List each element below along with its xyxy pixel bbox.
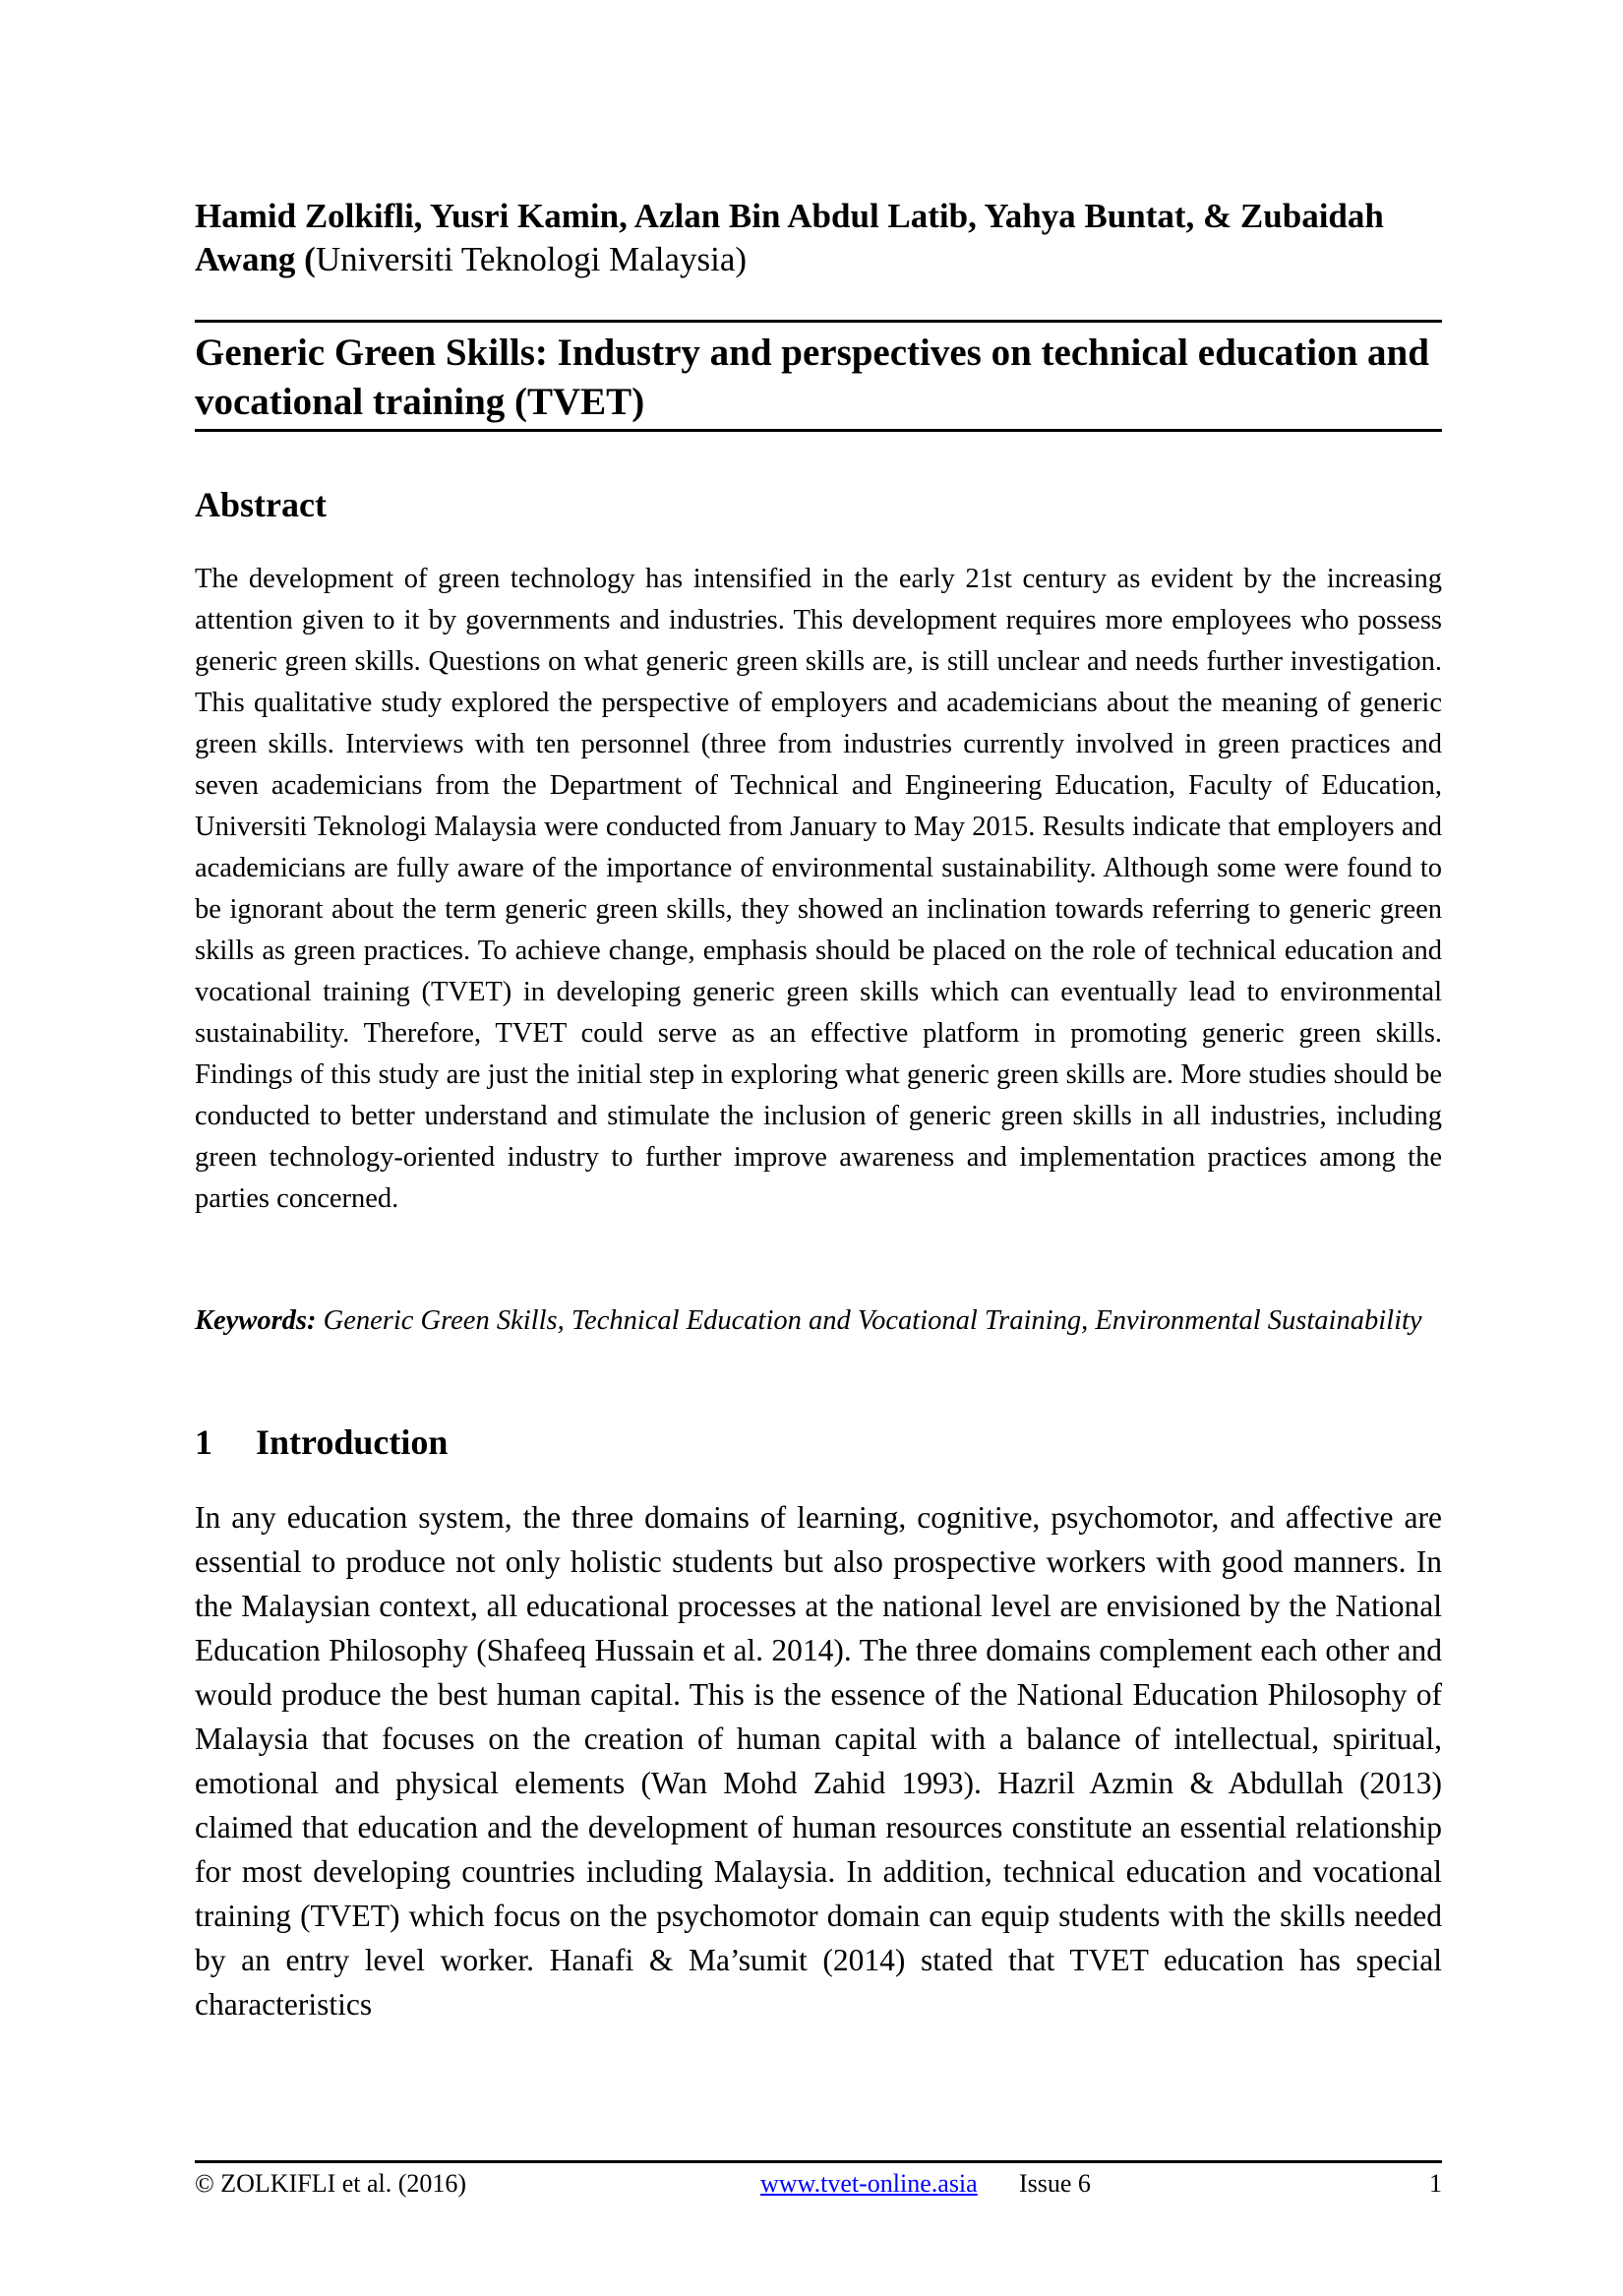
footer-website-link[interactable]: www.tvet-online.asia [760, 2169, 978, 2198]
title-bottom-rule [195, 429, 1442, 432]
author-affiliation: Universiti Teknologi Malaysia) [315, 240, 748, 278]
keywords-label: Keywords: [195, 1305, 317, 1336]
section-title: Introduction [256, 1422, 449, 1462]
footer-copyright: © ZOLKIFLI et al. (2016) [195, 2169, 467, 2198]
keywords [195, 1303, 1442, 1338]
author-names: Hamid Zolkifli, Yusri Kamin, Azlan Bin Abdul Latib, Yahya Buntat, & Zubaidah Awang ( [195, 197, 1384, 278]
page-number: 1 [1429, 2169, 1442, 2198]
abstract-heading: Abstract [195, 485, 327, 524]
author-block [195, 195, 1442, 281]
footer-issue: Issue 6 [1019, 2169, 1091, 2198]
introduction-heading [195, 1421, 448, 1463]
title-top-rule [195, 320, 1442, 323]
paper-title: Generic Green Skills: Industry and perspectives on technical education and vocational training (TVET) [195, 332, 1429, 423]
page-footer [195, 2167, 1442, 2203]
footer-rule [195, 2160, 1442, 2163]
abstract-text: The development of green technology has intensified in the early 21st century as evident by the increasing attention given to it by governments and industries. This development requires more employees who possess generic green skills. Questions on what generic green skills are, is still unclear and needs further investigation. This qualitative study explored the perspective of employers and academicians about the meaning of generic green skills. Interviews with ten personnel (three from industries currently involved in green practices and seven academicians from the Department of Technical and Engineering Education, Faculty of Education, Universiti Teknologi Malaysia were conducted from January to May 2015. Results indicate that employers and academicians are fully aware of the importance of environmental sustainability. Although some were found to be ignorant about the term generic green skills, they showed an inclination towards referring to generic green skills as green practices. To achieve change, emphasis should be placed on the role of technical education and vocational training (TVET) in developing generic green skills which can eventually lead to environmental sustainability. Therefore, TVET could serve as an effective platform in promoting generic green skills. Findings of this study are just the initial step in exploring what generic green skills are. More studies should be conducted to better understand and stimulate the inclusion of generic green skills in all industries, including green technology-oriented industry to further improve awareness and implementation practices among the parties concerned. [195, 564, 1442, 1214]
keywords-text: Generic Green Skills, Technical Education and Vocational Training, Environmental Sustainability [316, 1305, 1422, 1336]
introduction-text: In any education system, the three domains of learning, cognitive, psychomotor, and affective are essential to produce not only holistic students but also prospective workers with good manners. In the Malaysian context, all educational processes at the national level are envisioned by the National Education Philosophy (Shafeeq Hussain et al. 2014). The three domains complement each other and would produce the best human capital. This is the essence of the National Education Philosophy of Malaysia that focuses on the creation of human capital with a balance of intellectual, spiritual, emotional and physical elements (Wan Mohd Zahid 1993). Hazril Azmin & Abdullah (2013) claimed that education and the development of human resources constitute an essential relationship for most developing countries including Malaysia. In addition, technical education and vocational training (TVET) which focus on the psychomotor domain can equip students with the skills needed by an entry level worker. Hanafi & Ma’sumit (2014) stated that TVET education has special characteristics [195, 1500, 1442, 2022]
section-number: 1 [195, 1422, 212, 1462]
